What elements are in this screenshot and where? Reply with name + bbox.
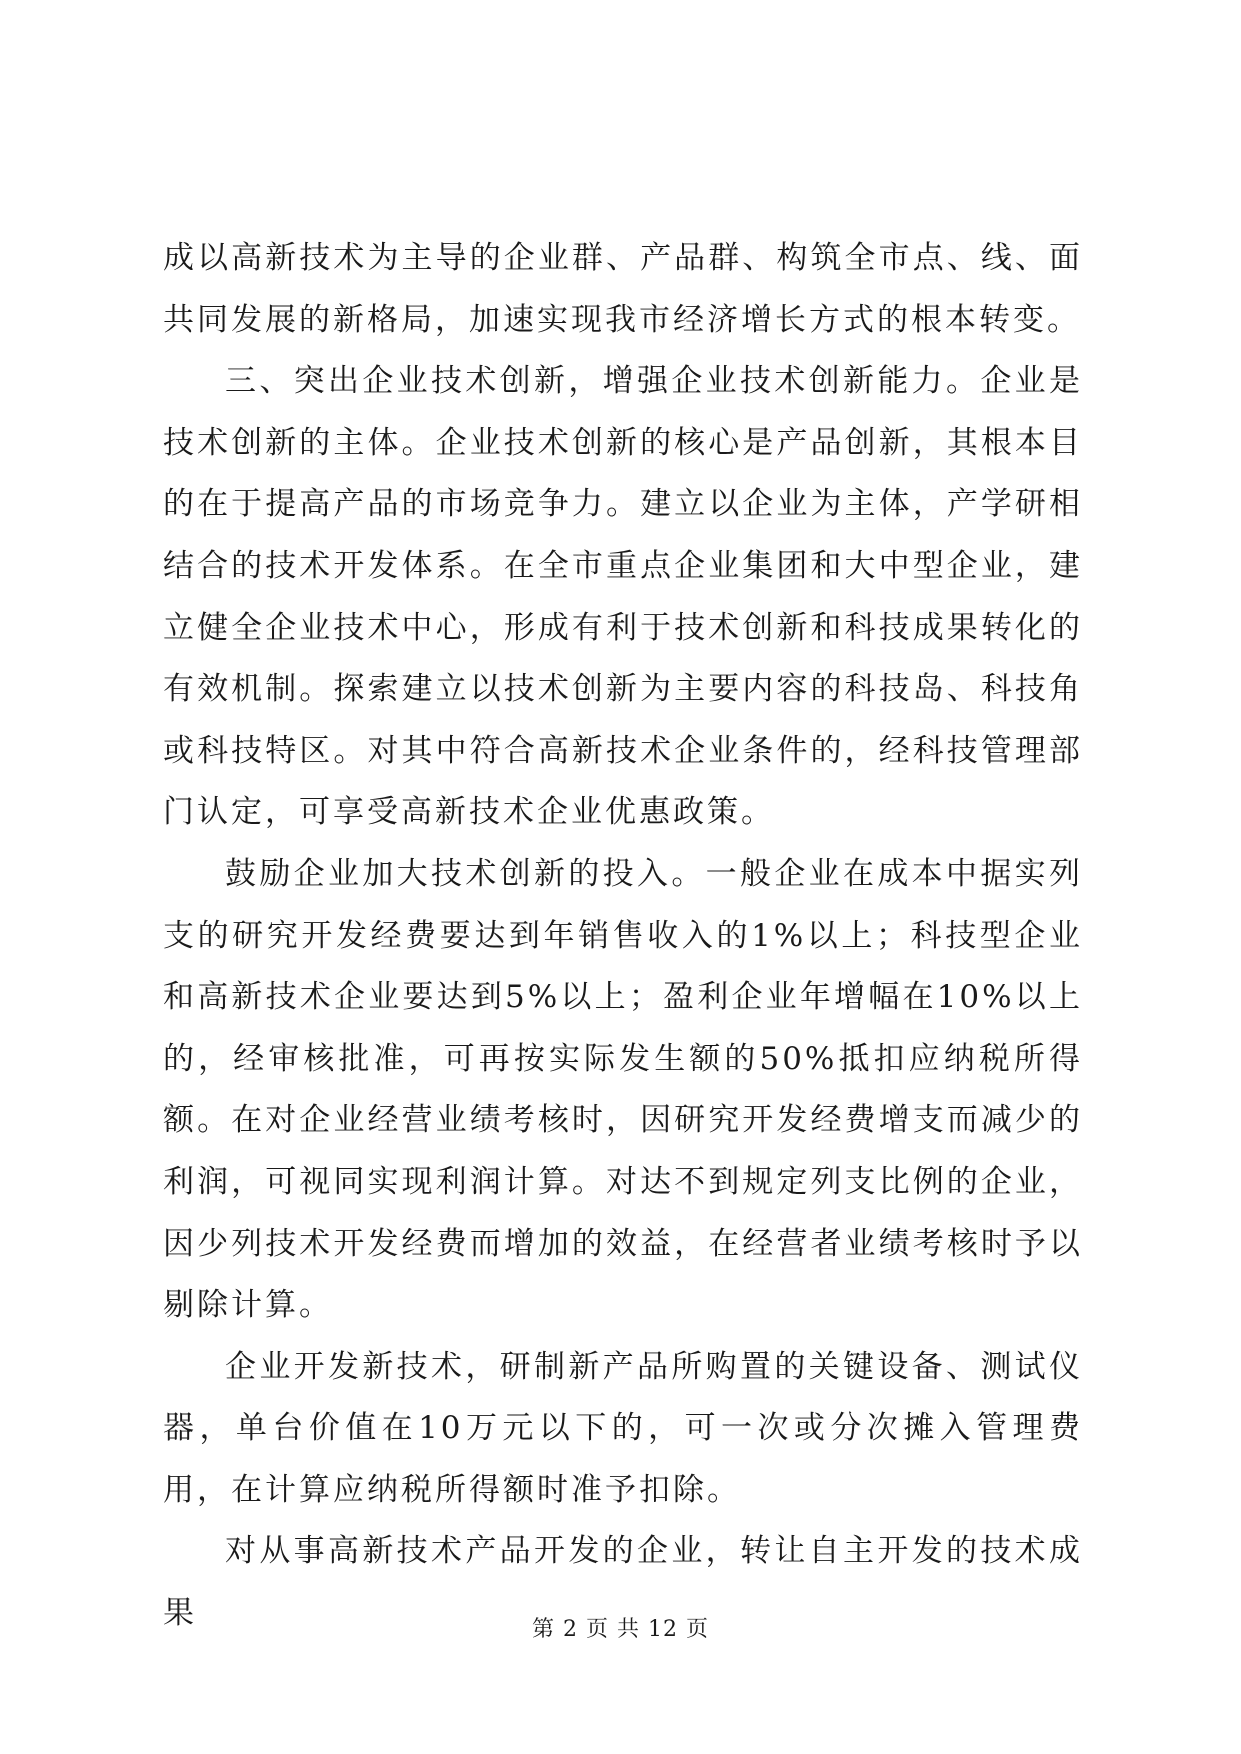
paragraph-innovation-investment: 鼓励企业加大技术创新的投入。一般企业在成本中据实列支的研究开发经费要达到年销售收入的1%以上；科技型企业和高新技术企业要达到5%以上；盈利企业年增幅在10%以上的，经审核批准，可再按实际发生额的50%抵扣应纳税所得额。在对企业经营业绩考核时，因研究开发经费增支而减少的利润，可视同实现利润计算。对达不到规定列支比例的企业，因少列技术开发经费而增加的效益，在经营者业绩考核时予以剔除计算。 [163,855,1083,1324]
paragraph-technology-transfer: 对从事高新技术产品开发的企业，转让自主开发的技术成果 [163,1533,1083,1632]
page-number-footer: 第 2 页 共 12 页 [532,1617,709,1642]
paragraph-equipment-deduction: 企业开发新技术，研制新产品所购置的关键设备、测试仪器，单台价值在10万元以下的，可一次或分次摊入管理费用，在计算应纳税所得额时准予扣除。 [163,1348,1083,1508]
paragraph-technology-innovation: 三、突出企业技术创新，增强企业技术创新能力。企业是技术创新的主体。企业技术创新的核心是产品创新，其根本目的在于提高产品的市场竞争力。建立以企业为主体，产学研相结合的技术开发体系。在全市重点企业集团和大中型企业，建立健全企业技术中心，形成有利于技术创新和科技成果转化的有效机制。探索建立以技术创新为主要内容的科技岛、科技角或科技特区。对其中符合高新技术企业条件的，经科技管理部门认定，可享受高新技术企业优惠政策。 [163,363,1083,831]
document-body [163,228,1083,1645]
paragraph-continuation: 成以高新技术为主导的企业群、产品群、构筑全市点、线、面共同发展的新格局，加速实现我市经济增长方式的根本转变。 [163,240,1083,338]
